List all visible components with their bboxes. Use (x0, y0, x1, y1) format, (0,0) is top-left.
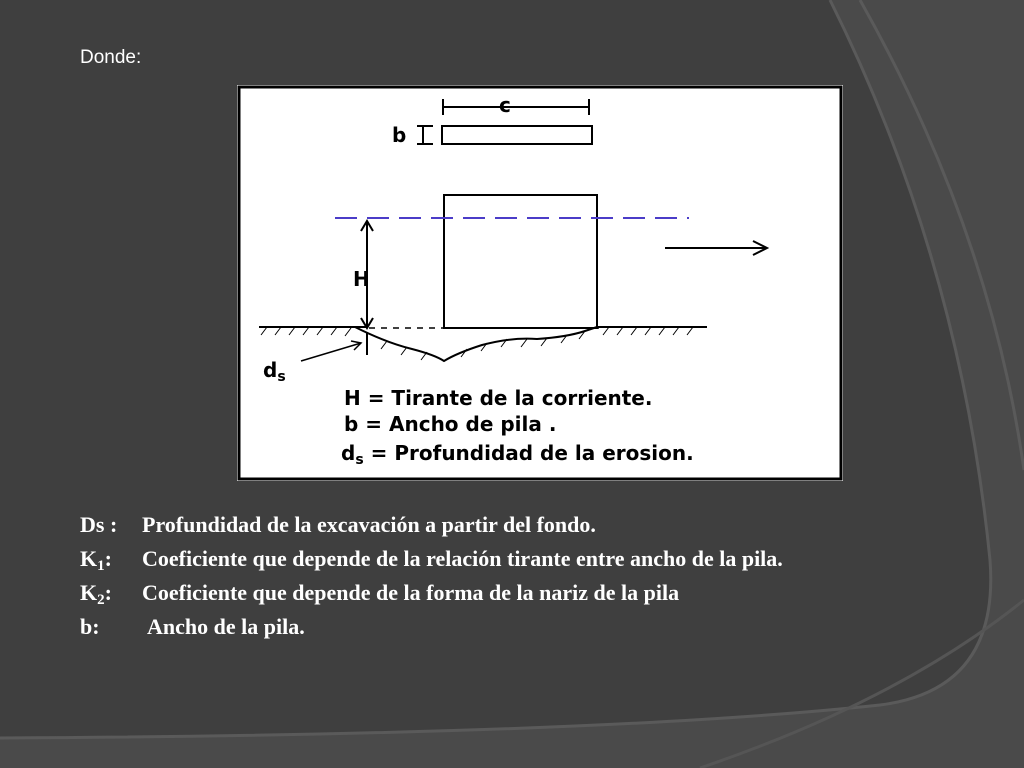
ds-label-sub: s (277, 369, 286, 385)
ds-label-main: d (263, 358, 278, 382)
definition-colon: : (104, 546, 112, 571)
definition-symbol-text: Ds : (80, 512, 118, 537)
definition-text: Coeficiente que depende de la relación tirante entre ancho de la pila. (142, 546, 783, 571)
slide-heading: Donde: (80, 47, 142, 68)
diagram-canvas (237, 85, 843, 481)
legend-ds-sub: s (355, 452, 364, 468)
definition-row-b (80, 610, 783, 644)
definition-symbol (80, 610, 142, 644)
legend-ds-text: = Profundidad de la erosion. (363, 441, 694, 465)
pier-side-view (444, 195, 597, 328)
definitions-list (80, 508, 783, 644)
pier-top-view (442, 126, 592, 144)
definition-colon: : (104, 580, 112, 605)
definition-symbol (80, 508, 142, 542)
c-label: c (499, 93, 511, 117)
definition-text: Profundidad de la excavación a partir del fondo. (142, 512, 596, 537)
legend-line-b: b = Ancho de pila . (344, 412, 557, 436)
definition-subscript: 1 (97, 558, 105, 574)
definition-row-k1 (80, 542, 783, 576)
definition-symbol (80, 542, 142, 576)
legend-ds-main: d (341, 441, 356, 465)
definition-text: Coeficiente que depende de la forma de la nariz de la pila (142, 580, 680, 605)
pier-scour-diagram (237, 85, 843, 481)
definition-symbol-text: b: (80, 614, 100, 639)
definition-symbol (80, 576, 142, 610)
definition-row-ds (80, 508, 783, 542)
definition-symbol-text: K (80, 580, 98, 605)
h-label: H (353, 267, 370, 291)
b-label: b (392, 123, 407, 147)
definition-subscript: 2 (97, 592, 105, 608)
definition-row-k2 (80, 576, 783, 610)
legend-line-ds (341, 441, 694, 468)
definition-symbol-text: K (80, 546, 98, 571)
definition-text: Ancho de la pila. (147, 614, 305, 639)
legend-line-h: H = Tirante de la corriente. (344, 386, 653, 410)
